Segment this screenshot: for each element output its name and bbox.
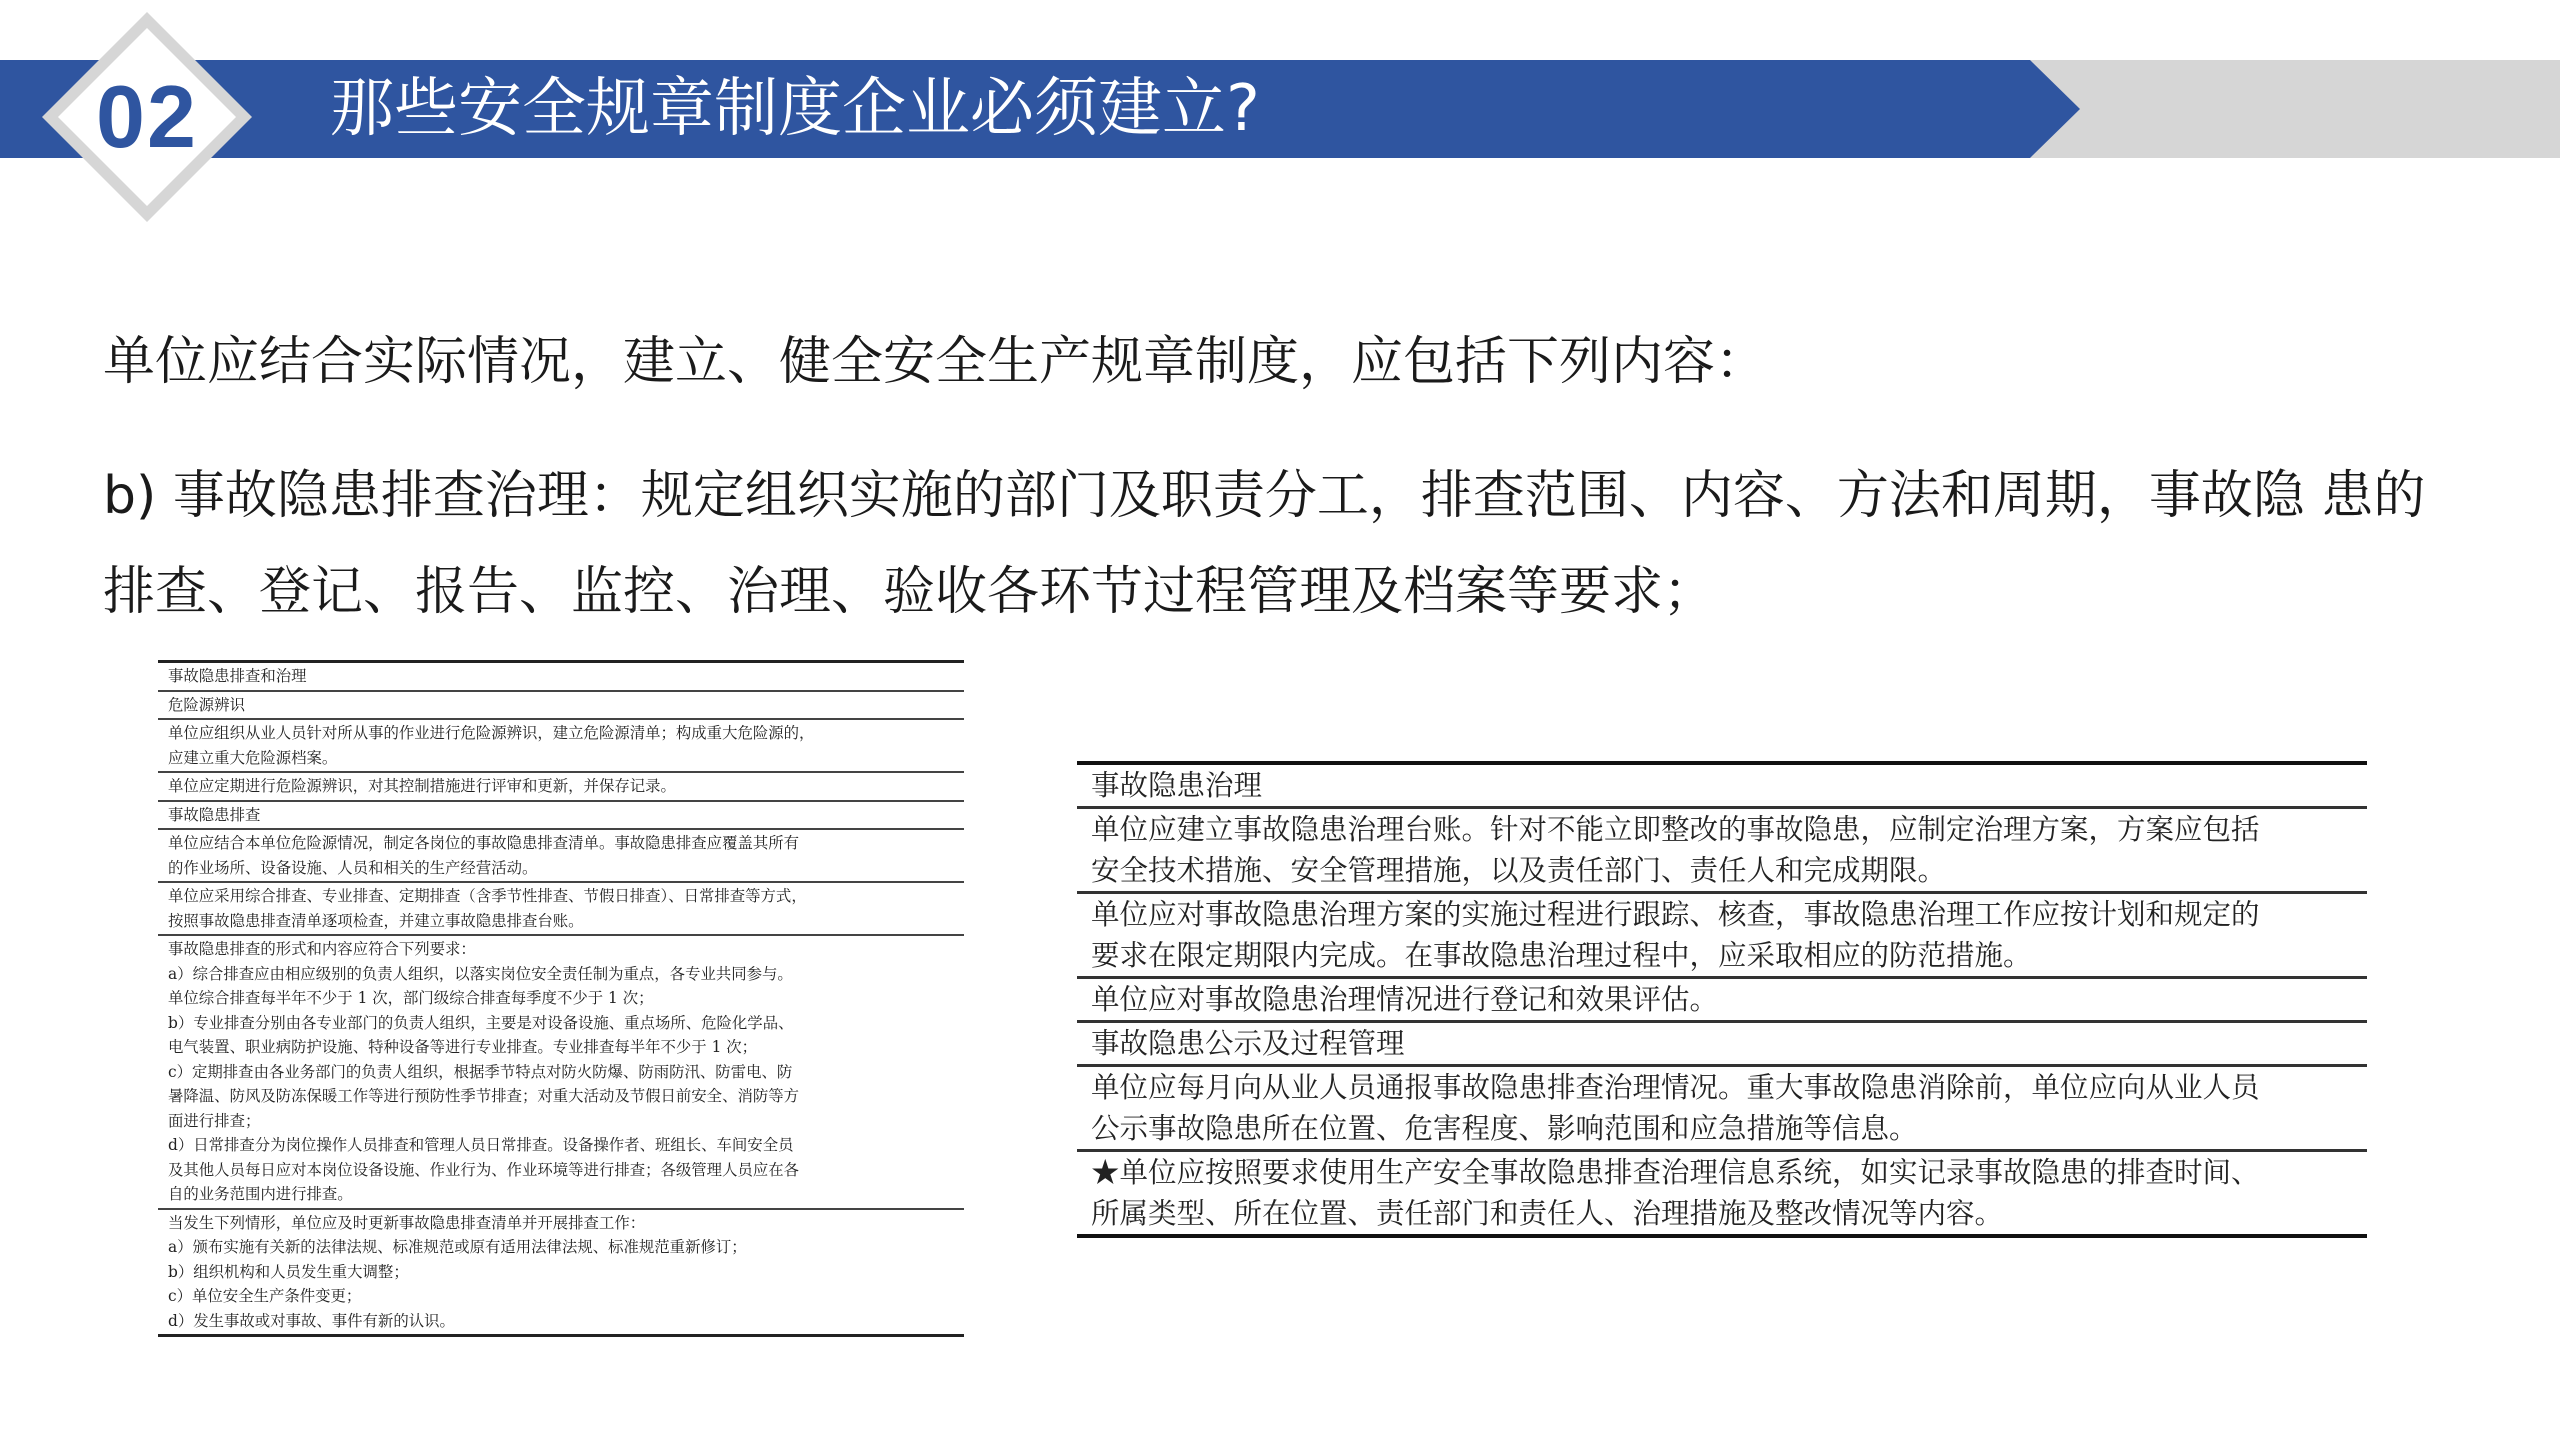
table-cell-line: ★单位应按照要求使用生产安全事故隐患排查治理信息系统，如实记录事故隐患的排查时间、 [1091,1156,2260,1189]
table-cell-line: b）组织机构和人员发生重大调整； [168,1262,409,1281]
table-cell [158,772,964,801]
table-cell [158,935,964,1209]
table-row [158,662,964,691]
table-cell-line: 单位应定期进行危险源辨识，对其控制措施进行评审和更新，并保存记录。 [168,777,676,795]
table-cell [158,1209,964,1336]
table-cell [1077,1022,2367,1066]
table-row [158,882,964,935]
intro-text: 单位应结合实际情况，建立、健全安全生产规章制度，应包括下列内容： [103,332,1768,392]
table-cell-line: a）综合排查应由相应级别的负责人组织，以落实岗位安全责任制为重点，各专业共同参与。 [168,964,793,983]
table-cell [1077,763,2367,808]
table-cell [158,801,964,830]
table-cell-line: 所属类型、所在位置、责任部门和责任人、治理措施及整改情况等内容。 [1091,1197,2004,1230]
table-cell-line: c）单位安全生产条件变更； [168,1287,362,1305]
table-cell [158,882,964,935]
table-cell-line: 事故隐患治理 [1091,769,1263,802]
table-cell-line: b）专业排查分别由各专业部门的负责人组织，主要是对设备设施、重点场所、危险化学品、 [168,1013,794,1032]
table-cell-line: 自的业务范围内进行排查。 [168,1185,353,1203]
table-cell-line: 要求在限定期限内完成。在事故隐患治理过程中，应采取相应的防范措施。 [1091,939,2032,972]
table-row [158,829,964,882]
table-row [1077,763,2367,808]
table-cell-line: 事故隐患公示及过程管理 [1091,1027,1405,1060]
table-cell-line: 单位应建立事故隐患治理台账。针对不能立即整改的事故隐患，应制定治理方案，方案应包括 [1091,813,2260,846]
table-cell-line: 单位应每月向从业人员通报事故隐患排查治理情况。重大事故隐患消除前，单位应向从业人员 [1091,1071,2260,1104]
table-cell-line: 事故隐患排查的形式和内容应符合下列要求： [168,940,476,958]
table-cell-line: 单位应组织从业人员针对所从事的作业进行危险源辨识，建立危险源清单；构成重大危险源的， [168,724,815,742]
table-cell [1077,1151,2367,1237]
table-cell-line: a）颁布实施有关新的法律法规、标准规范或原有适用法律法规、标准规范重新修订； [168,1238,747,1256]
table-cell-line: 单位应采用综合排查、专业排查、定期排查（含季节性排查、节假日排查）、日常排查等方式， [168,887,807,905]
table-row [158,1209,964,1336]
table-cell-line: 的作业场所、设备设施、人员和相关的生产经营活动。 [168,858,538,877]
table-cell-line: 应建立重大危险源档案。 [168,748,338,767]
table-cell-line: 单位应对事故隐患治理情况进行登记和效果评估。 [1091,983,1719,1016]
page-title: 那些安全规章制度企业必须建立? [330,72,1260,146]
table-row [158,801,964,830]
table-row [1077,808,2367,893]
table-row [1077,978,2367,1022]
table-cell [158,829,964,882]
hazard-inspection-table [158,660,964,1337]
table-cell [1077,978,2367,1022]
table-row [158,719,964,772]
table-row [158,935,964,1209]
section-number: 02 [96,67,198,166]
table-cell [158,691,964,720]
table-row [1077,1151,2367,1237]
table-row [1077,893,2367,978]
table-cell [1077,893,2367,978]
table-cell [1077,808,2367,893]
table-cell-line: 及其他人员每日应对本岗位设备设施、作业行为、作业环境等进行排查；各级管理人员应在各 [168,1160,800,1179]
table-cell-line: d）日常排查分为岗位操作人员排查和管理人员日常排查。设备操作者、班组长、车间安全员 [168,1136,794,1154]
table-cell-line: 当发生下列情形，单位应及时更新事故隐患排查清单并开展排查工作： [168,1213,646,1232]
table-row [1077,1022,2367,1066]
table-cell-line: d）发生事故或对事故、事件有新的认识。 [168,1311,455,1330]
table-cell-line: 事故隐患排查和治理 [168,667,307,685]
table-cell-line: 面进行排查； [168,1111,261,1130]
table-row [158,691,964,720]
table-cell-line: 单位应结合本单位危险源情况，制定各岗位的事故隐患排查清单。事故隐患排查应覆盖其所有 [168,834,800,852]
table-cell-line: c）定期排查由各业务部门的负责人组织，根据季节特点对防火防爆、防雨防汛、防雷电、防 [168,1062,793,1081]
table-cell-line: 暑降温、防风及防冻保暖工作等进行预防性季节排查；对重大活动及节假日前安全、消防等方 [168,1087,800,1105]
table-row [1077,1066,2367,1151]
table-cell-line: 电气装置、职业病防护设施、特种设备等进行专业排查。专业排查每半年不少于 1 次； [168,1038,758,1056]
table-cell-line: 按照事故隐患排查清单逐项检查，并建立事故隐患排查台账。 [168,911,584,930]
table-cell-line: 安全技术措施、安全管理措施，以及责任部门、责任人和完成期限。 [1091,854,1947,887]
table-cell-line: 单位应对事故隐患治理方案的实施过程进行跟踪、核查，事故隐患治理工作应按计划和规定的 [1091,898,2260,931]
table-cell [158,719,964,772]
table-cell-line: 单位综合排查每半年不少于 1 次，部门级综合排查每季度不少于 1 次； [168,989,654,1007]
table-cell [158,662,964,691]
table-cell-line: 事故隐患排查 [168,805,261,824]
table-row [158,772,964,801]
point-b-text: b) 事故隐患排查治理：规定组织实施的部门及职责分工，排查范围、内容、方法和周期，事故隐 患的排查、登记、报告、监控、治理、验收各环节过程管理及档案等要求； [103,466,2426,622]
hazard-governance-table [1077,761,2367,1238]
table-cell-line: 危险源辨识 [168,695,245,714]
table-cell-line: 公示事故隐患所在位置、危害程度、影响范围和应急措施等信息。 [1091,1112,1918,1145]
table-cell [1077,1066,2367,1151]
